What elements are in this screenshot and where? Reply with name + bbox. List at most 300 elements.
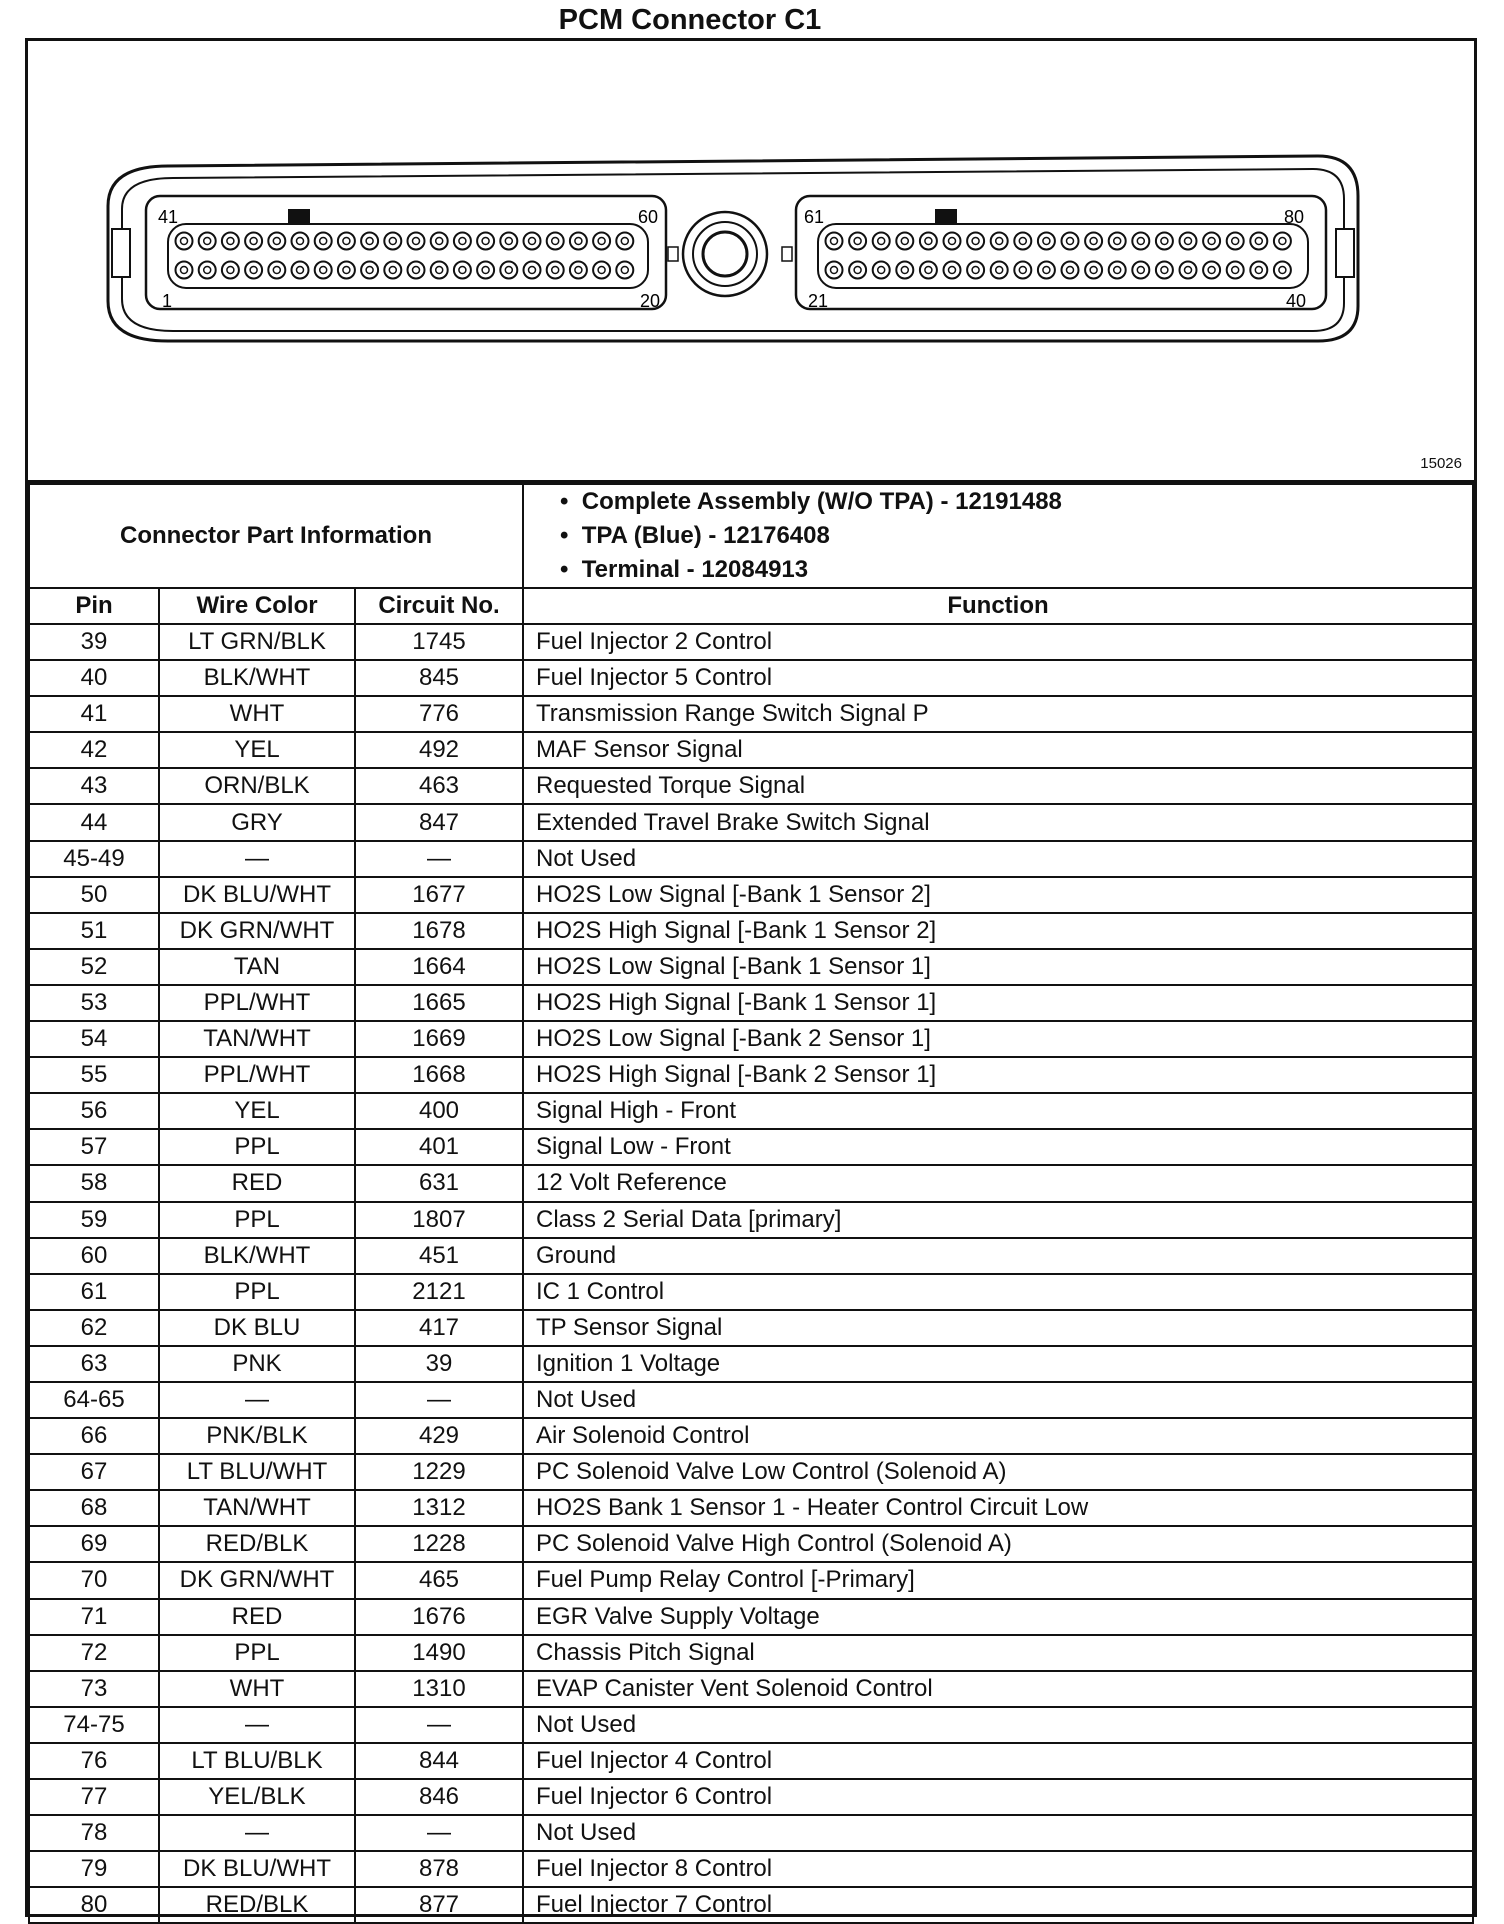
pin-terminal [547, 233, 564, 250]
pin-terminal [896, 262, 913, 279]
pin-cell: 55 [29, 1057, 159, 1093]
wire-color-cell: — [159, 1815, 355, 1851]
part-info-list [523, 484, 1473, 588]
pin-terminal-center [878, 238, 885, 245]
pin-terminal-center [972, 238, 979, 245]
right-pin-array [826, 233, 1291, 279]
table-row [29, 1851, 1473, 1887]
table-row [29, 985, 1473, 1021]
function-cell: Extended Travel Brake Switch Signal [523, 804, 1473, 840]
pin-cell: 61 [29, 1274, 159, 1310]
wire-color-cell: DK GRN/WHT [159, 1562, 355, 1598]
function-cell: HO2S High Signal [-Bank 1 Sensor 2] [523, 913, 1473, 949]
pin-terminal-center [389, 238, 396, 245]
circuit-cell: 776 [355, 696, 523, 732]
table-row [29, 768, 1473, 804]
pin-terminal-center [949, 238, 956, 245]
pin-terminal [616, 233, 633, 250]
pin-terminal [477, 262, 494, 279]
wire-color-cell: PPL [159, 1274, 355, 1310]
table-row [29, 1707, 1473, 1743]
wire-color-cell: — [159, 1707, 355, 1743]
pin-cell: 44 [29, 804, 159, 840]
table-row [29, 877, 1473, 913]
pin-terminal-center [1067, 238, 1074, 245]
function-cell: Fuel Injector 5 Control [523, 660, 1473, 696]
pin-terminal-center [343, 267, 350, 274]
table-row [29, 1310, 1473, 1346]
pin-terminal-center [297, 267, 304, 274]
pin-terminal-center [1137, 238, 1144, 245]
pin-terminal-center [598, 238, 605, 245]
pin-terminal [1250, 262, 1267, 279]
pin-terminal [338, 262, 355, 279]
pin-cell: 56 [29, 1093, 159, 1129]
wire-color-cell: PPL [159, 1635, 355, 1671]
pin-terminal [454, 262, 471, 279]
table-row [29, 1021, 1473, 1057]
circuit-cell: 2121 [355, 1274, 523, 1310]
pinout-rows [29, 624, 1473, 1923]
pin-terminal-center [459, 238, 466, 245]
pin-cell: 80 [29, 1887, 159, 1923]
pin-terminal-center [901, 267, 908, 274]
pin-cell: 76 [29, 1743, 159, 1779]
pin-cell: 40 [29, 660, 159, 696]
circuit-cell: 451 [355, 1238, 523, 1274]
pin-cell: 72 [29, 1635, 159, 1671]
pin-terminal [500, 262, 517, 279]
pin-terminal-center [204, 267, 211, 274]
pin-terminal-center [621, 267, 628, 274]
pin-label-61: 61 [804, 207, 825, 227]
pin-terminal-center [273, 267, 280, 274]
pin-terminal [268, 233, 285, 250]
table-row [29, 841, 1473, 877]
table-row [29, 1165, 1473, 1201]
wire-color-cell: PNK [159, 1346, 355, 1382]
wire-color-cell: LT BLU/BLK [159, 1743, 355, 1779]
pin-terminal [1109, 233, 1126, 250]
circuit-cell: 845 [355, 660, 523, 696]
circuit-cell: — [355, 841, 523, 877]
pin-terminal-center [1067, 267, 1074, 274]
wire-color-cell: DK BLU/WHT [159, 1851, 355, 1887]
pin-terminal [547, 262, 564, 279]
circuit-cell: 846 [355, 1779, 523, 1815]
function-cell: Not Used [523, 1815, 1473, 1851]
pin-terminal [431, 262, 448, 279]
pin-terminal-center [297, 238, 304, 245]
wire-color-cell: GRY [159, 804, 355, 840]
pin-terminal [408, 262, 425, 279]
circuit-cell: 1676 [355, 1599, 523, 1635]
function-cell: Fuel Injector 4 Control [523, 1743, 1473, 1779]
function-cell: PC Solenoid Valve Low Control (Solenoid A) [523, 1454, 1473, 1490]
wire-color-cell: BLK/WHT [159, 1238, 355, 1274]
pin-terminal [967, 262, 984, 279]
function-cell: Fuel Pump Relay Control [-Primary] [523, 1562, 1473, 1598]
table-row [29, 1526, 1473, 1562]
pin-terminal-center [598, 267, 605, 274]
circuit-cell: 1669 [355, 1021, 523, 1057]
pin-terminal [896, 233, 913, 250]
pin-terminal-center [436, 267, 443, 274]
pin-cell: 78 [29, 1815, 159, 1851]
pin-terminal [384, 262, 401, 279]
pin-terminal-center [878, 267, 885, 274]
circuit-cell: 1678 [355, 913, 523, 949]
pin-terminal [1062, 233, 1079, 250]
pin-terminal-center [552, 267, 559, 274]
pin-terminal [292, 262, 309, 279]
pin-terminal [944, 262, 961, 279]
part-info-item: • Terminal - 12084913 [560, 553, 1472, 587]
circuit-cell: 429 [355, 1418, 523, 1454]
circuit-cell: — [355, 1707, 523, 1743]
wire-color-cell: PPL [159, 1202, 355, 1238]
pin-terminal-center [529, 267, 536, 274]
pin-terminal [1203, 233, 1220, 250]
pin-terminal [873, 262, 890, 279]
pin-terminal-center [505, 267, 512, 274]
circuit-cell: 465 [355, 1562, 523, 1598]
left-block-notch [668, 247, 678, 261]
function-cell: Class 2 Serial Data [primary] [523, 1202, 1473, 1238]
pin-terminal [849, 262, 866, 279]
table-row [29, 949, 1473, 985]
pin-terminal-center [1279, 267, 1286, 274]
pin-terminal [1156, 233, 1173, 250]
wire-color-cell: PPL [159, 1129, 355, 1165]
table-row [29, 1274, 1473, 1310]
function-cell: HO2S Low Signal [-Bank 2 Sensor 1] [523, 1021, 1473, 1057]
function-cell: HO2S Low Signal [-Bank 1 Sensor 2] [523, 877, 1473, 913]
pin-terminal [873, 233, 890, 250]
pin-terminal [849, 233, 866, 250]
part-info-row [29, 484, 1473, 588]
figure-number: 15026 [1420, 455, 1462, 472]
function-cell: Fuel Injector 6 Control [523, 1779, 1473, 1815]
function-cell: Fuel Injector 8 Control [523, 1851, 1473, 1887]
wire-color-cell: RED [159, 1165, 355, 1201]
pin-terminal-center [1043, 238, 1050, 245]
function-cell: Air Solenoid Control [523, 1418, 1473, 1454]
table-row [29, 1093, 1473, 1129]
pin-label-41: 41 [158, 207, 179, 227]
column-header-wire-color: Wire Color [159, 588, 355, 624]
pin-terminal [431, 233, 448, 250]
pin-terminal-center [925, 267, 932, 274]
circuit-cell: 1665 [355, 985, 523, 1021]
pin-terminal [1085, 233, 1102, 250]
circuit-cell: 1312 [355, 1490, 523, 1526]
pin-terminal [1132, 262, 1149, 279]
pin-terminal [1180, 262, 1197, 279]
wire-color-cell: DK GRN/WHT [159, 913, 355, 949]
pin-cell: 54 [29, 1021, 159, 1057]
table-row [29, 660, 1473, 696]
pin-terminal-center [1208, 238, 1215, 245]
center-bolt-inner [703, 232, 747, 276]
pin-cell: 53 [29, 985, 159, 1021]
pin-terminal [593, 262, 610, 279]
pin-terminal-center [1279, 238, 1286, 245]
circuit-cell: 1228 [355, 1526, 523, 1562]
table-row [29, 1671, 1473, 1707]
pin-terminal-center [1137, 267, 1144, 274]
circuit-cell: 877 [355, 1887, 523, 1923]
pin-terminal [268, 262, 285, 279]
pin-terminal [1274, 233, 1291, 250]
circuit-cell: 401 [355, 1129, 523, 1165]
table-row [29, 696, 1473, 732]
column-header-circuit: Circuit No. [355, 588, 523, 624]
pin-terminal [944, 233, 961, 250]
pin-terminal [1203, 262, 1220, 279]
wire-color-cell: YEL [159, 732, 355, 768]
pin-cell: 79 [29, 1851, 159, 1887]
pin-terminal [408, 233, 425, 250]
pin-terminal-center [1232, 238, 1239, 245]
pin-cell: 67 [29, 1454, 159, 1490]
table-row [29, 1454, 1473, 1490]
pin-terminal-center [1114, 267, 1121, 274]
pin-terminal-center [1255, 238, 1262, 245]
pin-cell: 43 [29, 768, 159, 804]
pin-terminal [826, 233, 843, 250]
table-header-row [29, 588, 1473, 624]
circuit-cell: 1664 [355, 949, 523, 985]
pin-cell: 77 [29, 1779, 159, 1815]
left-pin-array [176, 233, 634, 279]
circuit-cell: 1745 [355, 624, 523, 660]
wire-color-cell: RED/BLK [159, 1526, 355, 1562]
pin-cell: 70 [29, 1562, 159, 1598]
pin-cell: 41 [29, 696, 159, 732]
pin-terminal-center [482, 238, 489, 245]
function-cell: HO2S Bank 1 Sensor 1 - Heater Control Circuit Low [523, 1490, 1473, 1526]
pin-terminal-center [529, 238, 536, 245]
pin-terminal-center [1114, 238, 1121, 245]
pin-terminal-center [250, 267, 257, 274]
pin-terminal [524, 262, 541, 279]
part-info-item: • TPA (Blue) - 12176408 [560, 519, 1472, 553]
pin-terminal-center [1090, 238, 1097, 245]
pin-cell: 74-75 [29, 1707, 159, 1743]
pin-terminal [245, 262, 262, 279]
function-cell: Not Used [523, 841, 1473, 877]
right-latch [1336, 229, 1354, 277]
table-row [29, 913, 1473, 949]
table-row [29, 1346, 1473, 1382]
pin-cell: 60 [29, 1238, 159, 1274]
pin-terminal [1014, 262, 1031, 279]
table-row [29, 1418, 1473, 1454]
pin-terminal-center [996, 238, 1003, 245]
pin-terminal-center [1232, 267, 1239, 274]
pin-terminal-center [1208, 267, 1215, 274]
wire-color-cell: ORN/BLK [159, 768, 355, 804]
circuit-cell: — [355, 1815, 523, 1851]
pin-terminal [1038, 233, 1055, 250]
function-cell: HO2S High Signal [-Bank 1 Sensor 1] [523, 985, 1473, 1021]
pin-cell: 69 [29, 1526, 159, 1562]
circuit-cell: 1490 [355, 1635, 523, 1671]
pin-terminal [1014, 233, 1031, 250]
table-row [29, 1562, 1473, 1598]
circuit-cell: 39 [355, 1346, 523, 1382]
pin-terminal [245, 233, 262, 250]
circuit-cell: 631 [355, 1165, 523, 1201]
circuit-cell: 463 [355, 768, 523, 804]
pin-terminal [991, 262, 1008, 279]
pin-terminal [1109, 262, 1126, 279]
pin-terminal-center [1185, 238, 1192, 245]
pin-cell: 39 [29, 624, 159, 660]
circuit-cell: — [355, 1382, 523, 1418]
wire-color-cell: LT BLU/WHT [159, 1454, 355, 1490]
wire-color-cell: TAN/WHT [159, 1021, 355, 1057]
pin-cell: 58 [29, 1165, 159, 1201]
pin-terminal [1227, 233, 1244, 250]
pin-cell: 42 [29, 732, 159, 768]
pin-terminal-center [552, 238, 559, 245]
function-cell: Chassis Pitch Signal [523, 1635, 1473, 1671]
pin-label-40: 40 [1286, 291, 1307, 311]
wire-color-cell: BLK/WHT [159, 660, 355, 696]
pin-terminal [570, 262, 587, 279]
pin-terminal-center [343, 238, 350, 245]
pin-terminal-center [204, 238, 211, 245]
pin-terminal-center [1161, 267, 1168, 274]
pin-terminal-center [925, 238, 932, 245]
function-cell: TP Sensor Signal [523, 1310, 1473, 1346]
wire-color-cell: PPL/WHT [159, 1057, 355, 1093]
pin-terminal [500, 233, 517, 250]
table-row [29, 1779, 1473, 1815]
connector-diagram [28, 41, 1474, 483]
pin-terminal-center [436, 238, 443, 245]
pin-terminal [1062, 262, 1079, 279]
pin-terminal [1274, 262, 1291, 279]
pin-terminal [315, 262, 332, 279]
wire-color-cell: — [159, 1382, 355, 1418]
column-header-pin: Pin [29, 588, 159, 624]
wire-color-cell: DK BLU/WHT [159, 877, 355, 913]
pin-cell: 64-65 [29, 1382, 159, 1418]
pin-terminal-center [320, 238, 327, 245]
table-row [29, 624, 1473, 660]
right-key [935, 209, 957, 223]
wire-color-cell: WHT [159, 1671, 355, 1707]
pin-terminal-center [273, 238, 280, 245]
pin-terminal-center [1043, 267, 1050, 274]
document-frame [25, 38, 1477, 1917]
pin-terminal [292, 233, 309, 250]
function-cell: EVAP Canister Vent Solenoid Control [523, 1671, 1473, 1707]
pin-terminal [222, 233, 239, 250]
pin-terminal [616, 262, 633, 279]
pin-terminal-center [831, 267, 838, 274]
table-row [29, 1743, 1473, 1779]
left-pin-block [146, 196, 666, 309]
pin-cell: 59 [29, 1202, 159, 1238]
pin-cell: 45-49 [29, 841, 159, 877]
pin-terminal-center [227, 267, 234, 274]
pin-terminal [991, 233, 1008, 250]
table-row [29, 804, 1473, 840]
pin-terminal-center [996, 267, 1003, 274]
wire-color-cell: TAN [159, 949, 355, 985]
function-cell: Fuel Injector 7 Control [523, 1887, 1473, 1923]
pin-terminal [222, 262, 239, 279]
pin-cell: 71 [29, 1599, 159, 1635]
part-info-label: Connector Part Information [29, 484, 523, 588]
wire-color-cell: WHT [159, 696, 355, 732]
wire-color-cell: DK BLU [159, 1310, 355, 1346]
wire-color-cell: PNK/BLK [159, 1418, 355, 1454]
table-row [29, 1599, 1473, 1635]
pinout-table [28, 483, 1474, 1924]
function-cell: Fuel Injector 2 Control [523, 624, 1473, 660]
pin-cell: 50 [29, 877, 159, 913]
function-cell: HO2S High Signal [-Bank 2 Sensor 1] [523, 1057, 1473, 1093]
wire-color-cell: LT GRN/BLK [159, 624, 355, 660]
pin-terminal-center [366, 267, 373, 274]
function-cell: EGR Valve Supply Voltage [523, 1599, 1473, 1635]
pin-terminal-center [320, 267, 327, 274]
function-cell: HO2S Low Signal [-Bank 1 Sensor 1] [523, 949, 1473, 985]
circuit-cell: 847 [355, 804, 523, 840]
pin-terminal [176, 233, 193, 250]
pin-terminal [524, 233, 541, 250]
pin-terminal [361, 233, 378, 250]
pin-terminal [1085, 262, 1102, 279]
left-key [288, 209, 310, 223]
table-row [29, 1382, 1473, 1418]
pin-terminal [199, 233, 216, 250]
function-cell: Signal Low - Front [523, 1129, 1473, 1165]
pin-terminal-center [250, 238, 257, 245]
connector-face-drawing [28, 41, 1474, 477]
pin-terminal-center [413, 238, 420, 245]
wire-color-cell: — [159, 841, 355, 877]
function-cell: Not Used [523, 1382, 1473, 1418]
table-row [29, 1057, 1473, 1093]
pin-cell: 51 [29, 913, 159, 949]
pin-label-1: 1 [162, 291, 173, 311]
left-latch [112, 229, 130, 277]
pin-terminal [1156, 262, 1173, 279]
circuit-cell: 492 [355, 732, 523, 768]
table-row [29, 1490, 1473, 1526]
pin-terminal-center [505, 238, 512, 245]
circuit-cell: 1668 [355, 1057, 523, 1093]
wire-color-cell: TAN/WHT [159, 1490, 355, 1526]
function-cell: Ignition 1 Voltage [523, 1346, 1473, 1382]
pin-terminal [826, 262, 843, 279]
pin-terminal [1250, 233, 1267, 250]
wire-color-cell: PPL/WHT [159, 985, 355, 1021]
pin-terminal-center [1019, 238, 1026, 245]
right-block-notch [782, 247, 792, 261]
table-row [29, 732, 1473, 768]
pin-terminal-center [459, 267, 466, 274]
pin-label-21: 21 [808, 291, 829, 311]
function-cell: Transmission Range Switch Signal P [523, 696, 1473, 732]
table-row [29, 1887, 1473, 1923]
